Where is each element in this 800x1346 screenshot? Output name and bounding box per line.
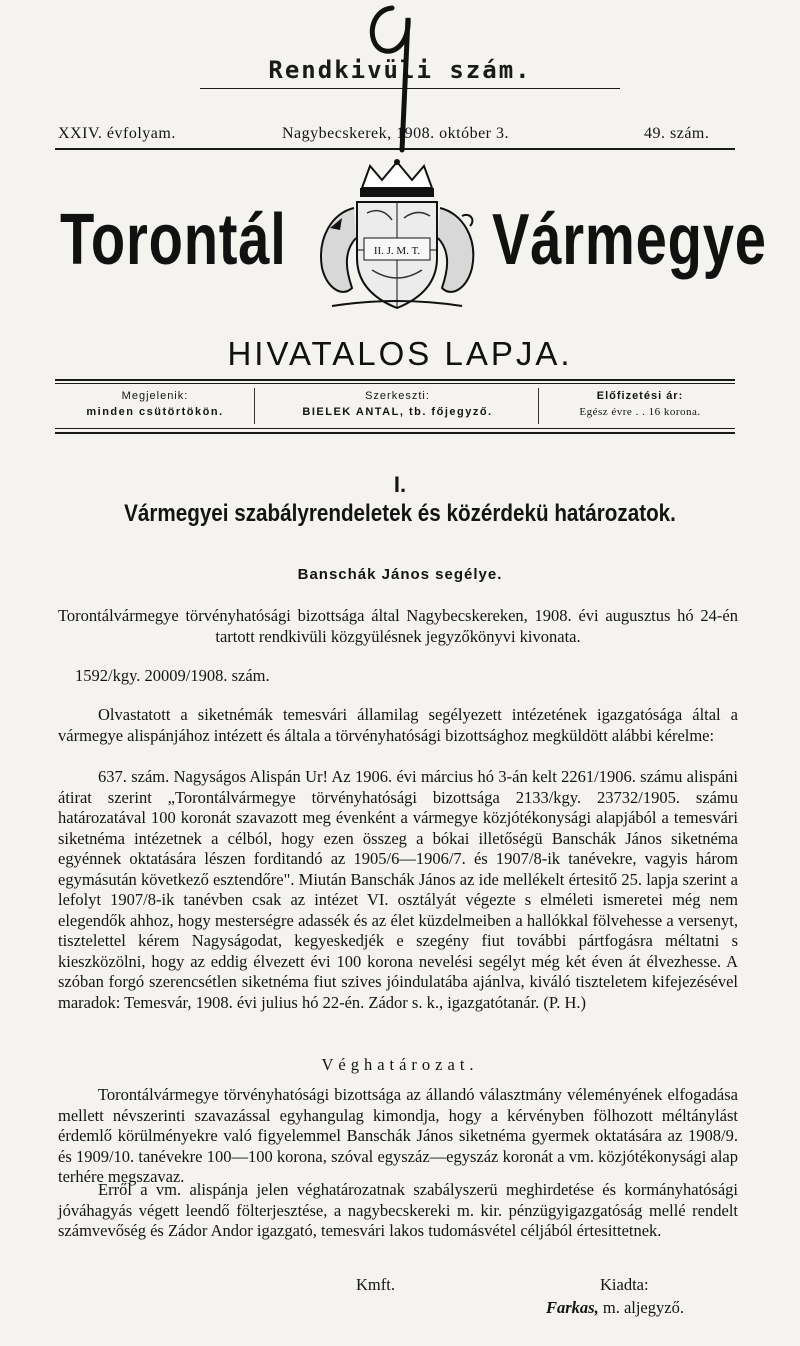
editor-label: Szerkeszti: (365, 390, 430, 402)
masthead-title-left: Torontál (60, 200, 287, 280)
info-divider-2 (538, 388, 539, 424)
article-body-1: Olvastatott a siketnémák temesvári államilag segélyezett intézetének igazgatósága által a vármegye alispánjához intézett és általa a törvényhatósági bizottsághoz megküldött alábbi kérelme: (58, 705, 738, 745)
issued-by-label: Kiadta: (600, 1275, 649, 1294)
appears-label: Megjelenik: (121, 390, 189, 402)
price-cell (545, 390, 735, 418)
handwritten-mark-icon (352, 0, 432, 160)
article-ref: 1592/kgy. 20009/1908. szám. (75, 666, 270, 685)
section-title: Vármegyei szabályrendeletek és közérdekü határozatok. (124, 500, 676, 527)
appears-cell (60, 390, 250, 418)
signer-name: Farkas, (546, 1298, 599, 1317)
info-bottom-rule (55, 428, 735, 429)
editor-value: BIELEK ANTAL, tb. főjegyző. (302, 406, 493, 418)
info-top-rule (55, 379, 735, 381)
info-divider-1 (254, 388, 255, 424)
special-issue-title: Rendkivüli szám. (268, 56, 532, 84)
masthead-subtitle: HIVATALOS LAPJA. (227, 335, 573, 372)
volume-label: XXIV. évfolyam. (58, 125, 176, 142)
coat-of-arms-icon (312, 158, 482, 323)
article-intro: Torontálvármegye törvényhatósági bizottsága által Nagybecskereken, 1908. évi augusztus hó 24-én tartott rendkivüli közgyülésnek jegyzőkönyvi kivonata. (58, 606, 738, 646)
info-top-rule-2 (55, 383, 735, 384)
masthead-title-right: Vármegye (492, 200, 767, 280)
decision-text-2: Erről a vm. alispánja jelen véghatározatnak szabályszerü meghirdetése és kormányhatósági jóváhagyás végett leendő fölterjesztése, a nagybecskereki m. kir. pénzügyigazgatóság mellé rendelt számvevőség és Zádor Andor igazgató, temesvári lakos tudomásvétel céljából értesittetnek. (58, 1180, 738, 1240)
signature-line (546, 1298, 684, 1319)
coat-of-arms-text: II. J. M. T. (373, 245, 421, 257)
info-bottom-rule-2 (55, 432, 735, 434)
editor-cell (260, 390, 535, 418)
appears-value: minden csütörtökön. (86, 406, 224, 418)
issue-number: 49. szám. (644, 125, 710, 142)
section-number: I. (393, 472, 407, 497)
place-date: Nagybecskerek, 1908. október 3. (282, 125, 509, 142)
decision-heading: Véghatározat. (321, 1055, 479, 1074)
price-value: Egész évre . . 16 korona. (579, 406, 701, 418)
price-label: Előfizetési ár: (596, 390, 684, 402)
article-title: Banschák János segélye. (297, 566, 503, 583)
kmft-label: Kmft. (356, 1275, 395, 1294)
signer-title: m. aljegyző. (602, 1298, 684, 1317)
decision-text-1: Torontálvármegye törvényhatósági bizottsága az állandó választmány véleményének elfogadása mellett névszerinti szavazással egyhangulag kimondja, hogy a kérvényben fölhozott méltánylást érdemlő körülményekre való figyelemmel Banschák János siketnéma gyermek oktatására az 1908/9. és 1909/10. tanévekre 100—100 korona, szóval egyszáz—egyszáz koronát a vm. közjótékonysági alap terhére megszavaz. (58, 1085, 738, 1186)
article-body-2: 637. szám. Nagyságos Alispán Ur! Az 1906. évi március hó 3-án kelt 2261/1906. számu alispáni átirat szerint „Torontálvármegye törvényhatósági bizottsága 2133/kgy. 23732/1905. számu határozatával 100 koronát szavazott meg évenként a vármegye közjótékonysági alapjából a temesvári siketnéma intézetnek a célból, hogy ezen összeg a bókai illetőségü Banschák János siketnéma egyénnek oktatására lészen forditandó az 1905/6—1906/7. és 1907/8-ik tanévekre, vagyis három egymásután következő esztendőre". Miután Banschák János az ide mellékelt értesitő 25. lapja szerint a lefolyt 1907/8-ik tanévben csak az intézet VI. osztályát végezte s elméleti ismeretei még nem elegendők ahhoz, hogy mesterségre adassék és az élet küzdelmeiben a hallókkal fölvehesse a versenyt, tisztelettel kérem Nagyságodat, kegyeskedjék e szegény fiut további pártfogásra méltatni s kieszközölni, hogy az eddig élvezett évi 100 korona nevelési segélyt még két éven át élvezhesse. A szóban forgó szerencsétlen siketnéma fiut szives jóindulatába ajánlva, kiváló tiszteletem kifejezésével maradok: Temesvár, 1908. évi julius hó 22-én. Zádor s. k., igazgatótanár. (P. H.) (58, 767, 738, 1012)
